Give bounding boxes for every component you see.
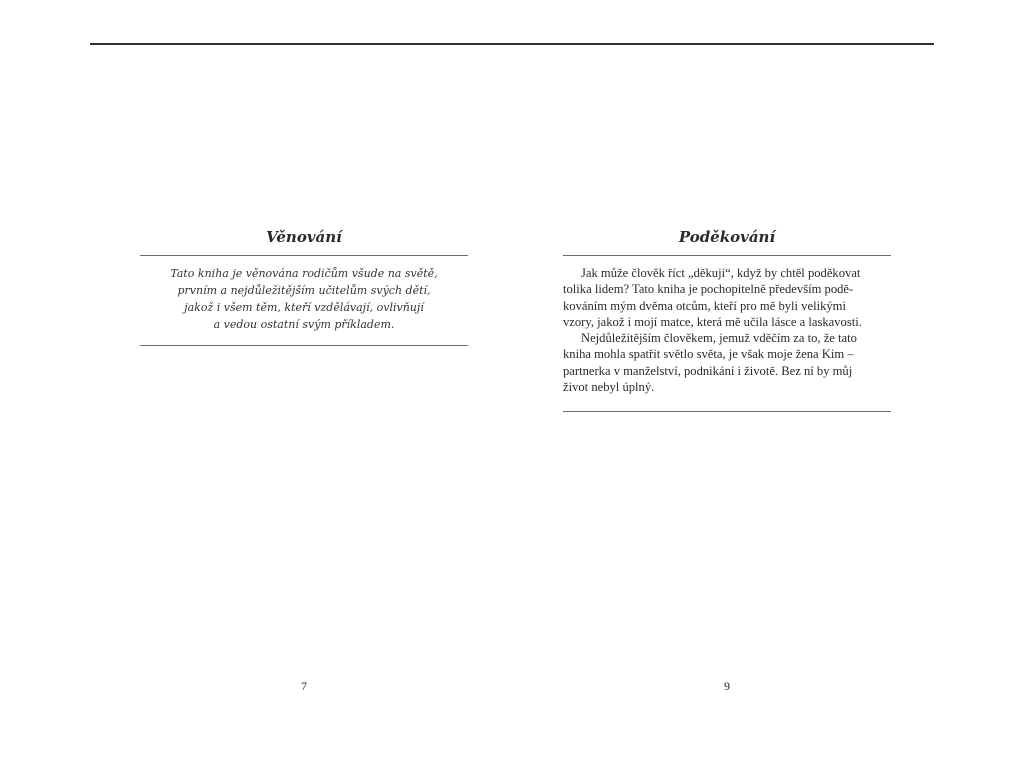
dedication-line: prvním a nejdůležitějším učitelům svých dětí,	[177, 284, 431, 297]
ack-line: Nejdůležitějším člověkem, jemuž vděčím za to, že tato	[581, 331, 857, 346]
dedication-line: Tato kniha je věnována rodičům všude na světě,	[170, 267, 438, 280]
acknowledgements-bottom-rule	[563, 411, 891, 412]
acknowledgements-top-rule	[563, 255, 891, 256]
dedication-text	[140, 265, 468, 333]
dedication-title: Věnování	[266, 228, 342, 246]
page-number-right: 9	[724, 679, 730, 693]
left-page	[140, 0, 468, 768]
dedication-line: jakož i všem těm, kteří vzdělávají, ovlivňují	[184, 301, 424, 314]
dedication-line: a vedou ostatní svým příkladem.	[213, 318, 395, 331]
dedication-top-rule	[140, 255, 468, 256]
ack-line: život nebyl úplný.	[563, 380, 655, 395]
ack-line: tolika lidem? Tato kniha je pochopitelně především podě-	[563, 282, 854, 297]
acknowledgements-text	[563, 265, 891, 395]
dedication-bottom-rule	[140, 345, 468, 346]
ack-line: vzory, jakož i mojí matce, která mě učila lásce a laskavosti.	[563, 314, 862, 329]
acknowledgements-title: Poděkování	[678, 228, 776, 246]
ack-line: Jak může člověk říct „děkuji“, když by chtěl poděkovat	[581, 266, 861, 280]
right-page	[563, 0, 891, 768]
ack-line: partnerka v manželství, podnikání i životě. Bez ní by můj	[563, 363, 853, 378]
ack-line: kniha mohla spatřit světlo světa, je však moje žena Kim –	[563, 347, 854, 362]
page-number-left: 7	[301, 679, 307, 693]
ack-line: kováním mým dvěma otcům, kteří pro mě byli velikými	[563, 298, 846, 313]
